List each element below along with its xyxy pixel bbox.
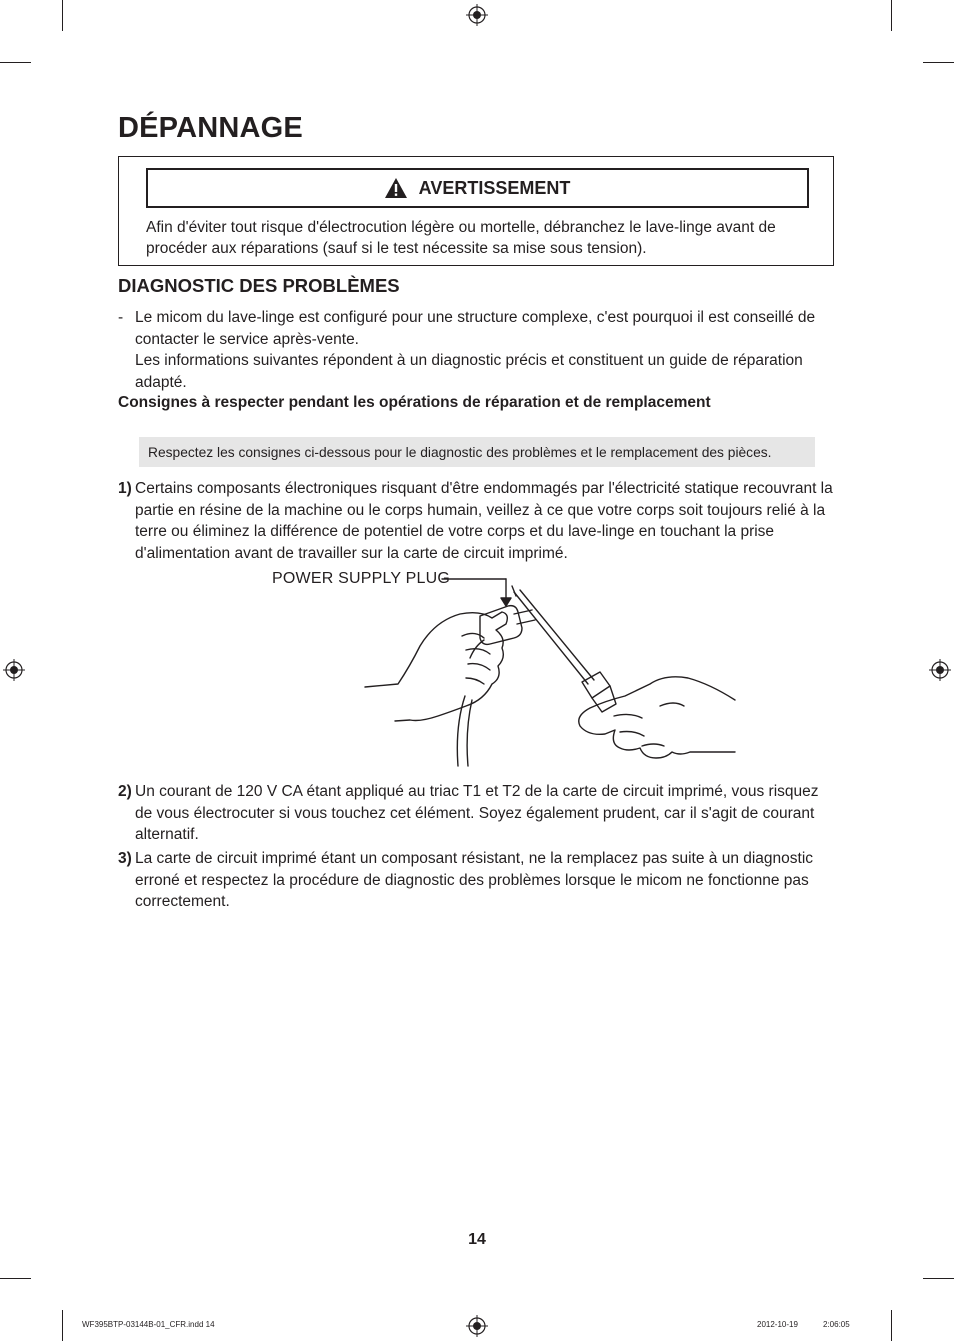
- intro-bullet: [118, 307, 818, 393]
- note-text: Respectez les consignes ci-dessous pour le diagnostic des problèmes et le remplacement des pièces.: [148, 444, 772, 460]
- warning-triangle-icon: [385, 178, 407, 198]
- section-title: DIAGNOSTIC DES PROBLÈMES: [118, 275, 400, 296]
- warning-heading: AVERTISSEMENT: [418, 177, 571, 198]
- item-text: La carte de circuit imprimé étant un composant résistant, ne la remplacez pas suite à un diagnostic erroné et respectez la procédure de diagnostic des problèmes lorsque le micom ne fonctionne pas correctement.: [135, 850, 814, 910]
- item-number: 2): [118, 783, 132, 800]
- power-plug-illustration: [270, 566, 750, 771]
- registration-mark-icon: [929, 659, 951, 681]
- page-number: 14: [468, 1231, 486, 1248]
- crop-mark: [923, 1278, 954, 1279]
- item-number: 3): [118, 850, 132, 867]
- crop-mark: [923, 62, 954, 63]
- slug-filename: WF395BTP-03144B-01_CFR.indd 14: [82, 1320, 215, 1329]
- crop-mark: [891, 1310, 892, 1341]
- crop-mark: [891, 0, 892, 31]
- note-box: [139, 437, 815, 467]
- list-item: [118, 848, 834, 913]
- bullet-text: Le micom du lave-linge est configuré pour une structure complexe, c'est pourquoi il est conseillé de contacter le service après-vente.: [135, 309, 816, 348]
- bullet-marker: -: [118, 309, 124, 326]
- registration-mark-icon: [466, 4, 488, 26]
- figure-label: POWER SUPPLY PLUG: [272, 570, 450, 587]
- crop-mark: [0, 1278, 31, 1279]
- warning-header: [146, 168, 809, 208]
- item-number: 1): [118, 480, 132, 497]
- hands-plug-screwdriver-drawing: [270, 566, 750, 771]
- slug-date: 2012-10-19: [757, 1320, 798, 1329]
- list-item: [118, 478, 834, 564]
- page-title: DÉPANNAGE: [118, 112, 303, 144]
- item-text: Certains composants électroniques risquant d'être endommagés par l'électricité statique recouvrant la partie en résine de la machine ou le corps humain, veillez à ce que votre corps soit toujours relié à la terre ou éliminez la différence de potentiel de votre corps et du lave-linge en touchant la prise d'alimentation avant de travailler sur la carte de circuit imprimé.: [135, 480, 833, 562]
- crop-mark: [62, 1310, 63, 1341]
- crop-mark: [0, 62, 31, 63]
- crop-mark: [62, 0, 63, 31]
- warning-text: Afin d'éviter tout risque d'électrocution légère ou mortelle, débranchez le lave-linge avant de procéder aux réparations (sauf si le test nécessite sa mise sous tension).: [146, 219, 776, 257]
- bullet-text: Les informations suivantes répondent à un diagnostic précis et constituent un guide de réparation adapté.: [135, 352, 803, 391]
- warning-box: [118, 156, 834, 266]
- consignes-title: Consignes à respecter pendant les opérations de réparation et de remplacement: [118, 394, 711, 411]
- registration-mark-icon: [466, 1315, 488, 1337]
- slug-time: 2:06:05: [823, 1320, 850, 1329]
- item-text: Un courant de 120 V CA étant appliqué au triac T1 et T2 de la carte de circuit imprimé, vous risquez de vous électrocuter si vous touchez cet élément. Soyez également prudent, car il s'agit de courant alternatif.: [135, 783, 819, 843]
- list-item: [118, 781, 834, 846]
- registration-mark-icon: [3, 659, 25, 681]
